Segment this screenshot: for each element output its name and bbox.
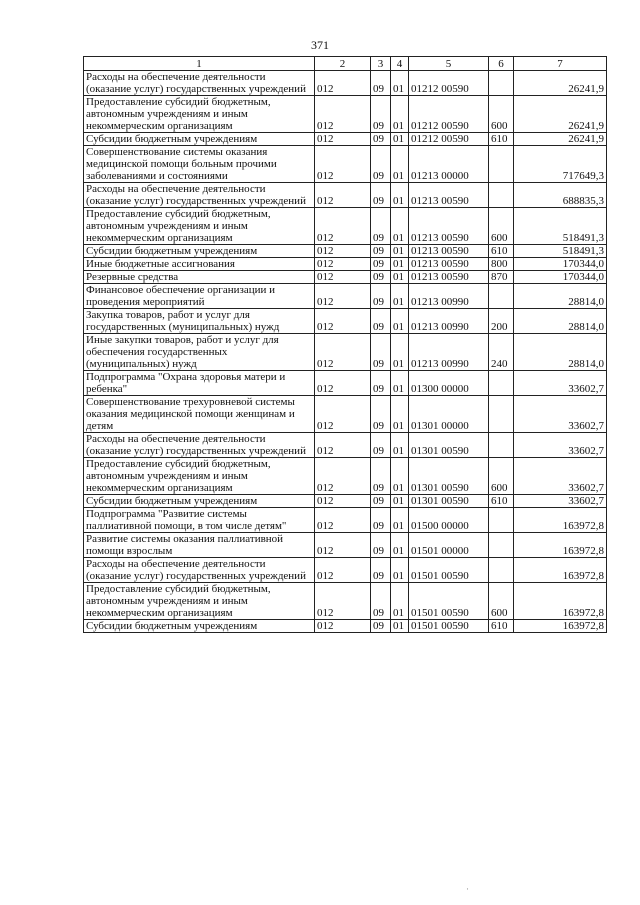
amount-cell: 163972,8 (514, 508, 607, 533)
section-code-cell: 09 (371, 133, 391, 146)
expense-type-cell: 610 (489, 620, 514, 633)
ministry-code-cell: 012 (315, 495, 371, 508)
ministry-code-cell: 012 (315, 533, 371, 558)
expense-type-cell: 600 (489, 96, 514, 133)
subsection-code-cell: 01 (391, 146, 409, 183)
target-article-cell: 01300 00000 (409, 371, 489, 396)
expense-type-cell (489, 371, 514, 396)
subsection-code-cell: 01 (391, 183, 409, 208)
section-code-cell: 09 (371, 558, 391, 583)
target-article-cell: 01213 00590 (409, 183, 489, 208)
description-cell: Иные закупки товаров, работ и услуг для обеспечения государственных (муниципальных) нужд (84, 334, 315, 371)
amount-cell: 26241,9 (514, 71, 607, 96)
amount-cell: 163972,8 (514, 583, 607, 620)
section-code-cell: 09 (371, 309, 391, 334)
section-code-cell: 09 (371, 146, 391, 183)
expense-type-cell: 600 (489, 208, 514, 245)
description-cell: Совершенствование трехуровневой системы оказания медицинской помощи женщинам и детям (84, 396, 315, 433)
expense-type-cell: 240 (489, 334, 514, 371)
header-cell-6: 6 (489, 57, 514, 71)
subsection-code-cell: 01 (391, 96, 409, 133)
description-cell: Субсидии бюджетным учреждениям (84, 245, 315, 258)
amount-cell: 33602,7 (514, 458, 607, 495)
expense-type-cell (489, 71, 514, 96)
header-cell-7: 7 (514, 57, 607, 71)
ministry-code-cell: 012 (315, 146, 371, 183)
subsection-code-cell: 01 (391, 433, 409, 458)
section-code-cell: 09 (371, 371, 391, 396)
subsection-code-cell: 01 (391, 396, 409, 433)
section-code-cell: 09 (371, 258, 391, 271)
ministry-code-cell: 012 (315, 396, 371, 433)
target-article-cell: 01213 00990 (409, 309, 489, 334)
section-code-cell: 09 (371, 183, 391, 208)
expense-type-cell (489, 396, 514, 433)
section-code-cell: 09 (371, 458, 391, 495)
table-row (84, 245, 607, 258)
target-article-cell: 01213 00590 (409, 245, 489, 258)
ministry-code-cell: 012 (315, 133, 371, 146)
table-row (84, 71, 607, 96)
section-code-cell: 09 (371, 533, 391, 558)
target-article-cell: 01213 00590 (409, 271, 489, 284)
amount-cell: 717649,3 (514, 146, 607, 183)
expense-type-cell (489, 433, 514, 458)
amount-cell: 33602,7 (514, 371, 607, 396)
expense-type-cell: 610 (489, 495, 514, 508)
description-cell: Субсидии бюджетным учреждениям (84, 495, 315, 508)
amount-cell: 518491,3 (514, 245, 607, 258)
section-code-cell: 09 (371, 96, 391, 133)
description-cell: Предоставление субсидий бюджетным, автономным учреждениям и иным некоммерческим организациям (84, 458, 315, 495)
target-article-cell: 01500 00000 (409, 508, 489, 533)
target-article-cell: 01301 00590 (409, 458, 489, 495)
target-article-cell: 01212 00590 (409, 96, 489, 133)
header-cell-4: 4 (391, 57, 409, 71)
subsection-code-cell: 01 (391, 71, 409, 96)
section-code-cell: 09 (371, 245, 391, 258)
ministry-code-cell: 012 (315, 508, 371, 533)
ministry-code-cell: 012 (315, 284, 371, 309)
description-cell: Предоставление субсидий бюджетным, автономным учреждениям и иным некоммерческим организациям (84, 96, 315, 133)
description-cell: Расходы на обеспечение деятельности (оказание услуг) государственных учреждений (84, 558, 315, 583)
target-article-cell: 01501 00000 (409, 533, 489, 558)
section-code-cell: 09 (371, 208, 391, 245)
expense-type-cell (489, 284, 514, 309)
budget-table (83, 56, 607, 633)
expense-type-cell: 870 (489, 271, 514, 284)
amount-cell: 163972,8 (514, 558, 607, 583)
header-cell-2: 2 (315, 57, 371, 71)
ministry-code-cell: 012 (315, 208, 371, 245)
subsection-code-cell: 01 (391, 334, 409, 371)
ministry-code-cell: 012 (315, 271, 371, 284)
description-cell: Расходы на обеспечение деятельности (оказание услуг) государственных учреждений (84, 183, 315, 208)
ministry-code-cell: 012 (315, 183, 371, 208)
subsection-code-cell: 01 (391, 583, 409, 620)
amount-cell: 33602,7 (514, 396, 607, 433)
subsection-code-cell: 01 (391, 508, 409, 533)
table-row (84, 458, 607, 495)
ministry-code-cell: 012 (315, 245, 371, 258)
target-article-cell: 01213 00590 (409, 208, 489, 245)
amount-cell: 28814,0 (514, 309, 607, 334)
description-cell: Развитие системы оказания паллиативной помощи взрослым (84, 533, 315, 558)
table-row (84, 133, 607, 146)
section-code-cell: 09 (371, 334, 391, 371)
table-row (84, 533, 607, 558)
expense-type-cell (489, 146, 514, 183)
amount-cell: 28814,0 (514, 284, 607, 309)
subsection-code-cell: 01 (391, 533, 409, 558)
target-article-cell: 01301 00590 (409, 433, 489, 458)
target-article-cell: 01301 00590 (409, 495, 489, 508)
description-cell: Расходы на обеспечение деятельности (оказание услуг) государственных учреждений (84, 433, 315, 458)
description-cell: Финансовое обеспечение организации и проведения мероприятий (84, 284, 315, 309)
table-row (84, 309, 607, 334)
target-article-cell: 01301 00000 (409, 396, 489, 433)
ministry-code-cell: 012 (315, 258, 371, 271)
ministry-code-cell: 012 (315, 558, 371, 583)
stray-mark: · (466, 884, 469, 894)
expense-type-cell: 200 (489, 309, 514, 334)
expense-type-cell: 610 (489, 133, 514, 146)
header-cell-5: 5 (409, 57, 489, 71)
section-code-cell: 09 (371, 508, 391, 533)
table-row (84, 208, 607, 245)
header-cell-1: 1 (84, 57, 315, 71)
section-code-cell: 09 (371, 396, 391, 433)
expense-type-cell: 610 (489, 245, 514, 258)
table-row (84, 146, 607, 183)
subsection-code-cell: 01 (391, 208, 409, 245)
target-article-cell: 01213 00590 (409, 258, 489, 271)
description-cell: Подпрограмма "Охрана здоровья матери и ребенка" (84, 371, 315, 396)
ministry-code-cell: 012 (315, 334, 371, 371)
subsection-code-cell: 01 (391, 284, 409, 309)
table-row (84, 583, 607, 620)
expense-type-cell (489, 183, 514, 208)
subsection-code-cell: 01 (391, 271, 409, 284)
subsection-code-cell: 01 (391, 620, 409, 633)
subsection-code-cell: 01 (391, 558, 409, 583)
table-row (84, 96, 607, 133)
description-cell: Предоставление субсидий бюджетным, автономным учреждениям и иным некоммерческим организациям (84, 583, 315, 620)
amount-cell: 26241,9 (514, 133, 607, 146)
section-code-cell: 09 (371, 71, 391, 96)
target-article-cell: 01212 00590 (409, 71, 489, 96)
description-cell: Иные бюджетные ассигнования (84, 258, 315, 271)
table-row (84, 271, 607, 284)
description-cell: Резервные средства (84, 271, 315, 284)
description-cell: Подпрограмма "Развитие системы паллиативной помощи, в том числе детям" (84, 508, 315, 533)
ministry-code-cell: 012 (315, 583, 371, 620)
section-code-cell: 09 (371, 271, 391, 284)
ministry-code-cell: 012 (315, 71, 371, 96)
amount-cell: 33602,7 (514, 433, 607, 458)
table-row (84, 495, 607, 508)
expense-type-cell (489, 533, 514, 558)
amount-cell: 26241,9 (514, 96, 607, 133)
description-cell: Субсидии бюджетным учреждениям (84, 133, 315, 146)
description-cell: Закупка товаров, работ и услуг для государственных (муниципальных) нужд (84, 309, 315, 334)
table-row (84, 558, 607, 583)
table-row (84, 258, 607, 271)
subsection-code-cell: 01 (391, 245, 409, 258)
amount-cell: 170344,0 (514, 271, 607, 284)
ministry-code-cell: 012 (315, 96, 371, 133)
ministry-code-cell: 012 (315, 458, 371, 495)
subsection-code-cell: 01 (391, 133, 409, 146)
ministry-code-cell: 012 (315, 371, 371, 396)
description-cell: Предоставление субсидий бюджетным, автономным учреждениям и иным некоммерческим организациям (84, 208, 315, 245)
header-row (84, 57, 607, 71)
expense-type-cell: 800 (489, 258, 514, 271)
amount-cell: 170344,0 (514, 258, 607, 271)
amount-cell: 33602,7 (514, 495, 607, 508)
section-code-cell: 09 (371, 495, 391, 508)
expense-type-cell: 600 (489, 458, 514, 495)
expense-type-cell (489, 508, 514, 533)
table-row (84, 396, 607, 433)
target-article-cell: 01501 00590 (409, 620, 489, 633)
expense-type-cell (489, 558, 514, 583)
description-cell: Совершенствование системы оказания медицинской помощи больным прочими заболеваниями и состояниями (84, 146, 315, 183)
table-row (84, 620, 607, 633)
header-cell-3: 3 (371, 57, 391, 71)
expense-type-cell: 600 (489, 583, 514, 620)
target-article-cell: 01213 00990 (409, 334, 489, 371)
table-row (84, 433, 607, 458)
table-row (84, 183, 607, 208)
table-row (84, 334, 607, 371)
ministry-code-cell: 012 (315, 433, 371, 458)
description-cell: Субсидии бюджетным учреждениям (84, 620, 315, 633)
section-code-cell: 09 (371, 433, 391, 458)
subsection-code-cell: 01 (391, 371, 409, 396)
amount-cell: 28814,0 (514, 334, 607, 371)
description-cell: Расходы на обеспечение деятельности (оказание услуг) государственных учреждений (84, 71, 315, 96)
table-row (84, 371, 607, 396)
target-article-cell: 01213 00000 (409, 146, 489, 183)
amount-cell: 688835,3 (514, 183, 607, 208)
amount-cell: 163972,8 (514, 533, 607, 558)
table-row (84, 508, 607, 533)
section-code-cell: 09 (371, 583, 391, 620)
amount-cell: 518491,3 (514, 208, 607, 245)
subsection-code-cell: 01 (391, 458, 409, 495)
table-row (84, 284, 607, 309)
section-code-cell: 09 (371, 620, 391, 633)
target-article-cell: 01212 00590 (409, 133, 489, 146)
target-article-cell: 01213 00990 (409, 284, 489, 309)
ministry-code-cell: 012 (315, 309, 371, 334)
subsection-code-cell: 01 (391, 309, 409, 334)
subsection-code-cell: 01 (391, 258, 409, 271)
ministry-code-cell: 012 (315, 620, 371, 633)
target-article-cell: 01501 00590 (409, 583, 489, 620)
amount-cell: 163972,8 (514, 620, 607, 633)
section-code-cell: 09 (371, 284, 391, 309)
target-article-cell: 01501 00590 (409, 558, 489, 583)
subsection-code-cell: 01 (391, 495, 409, 508)
page-number: 371 (311, 38, 329, 52)
